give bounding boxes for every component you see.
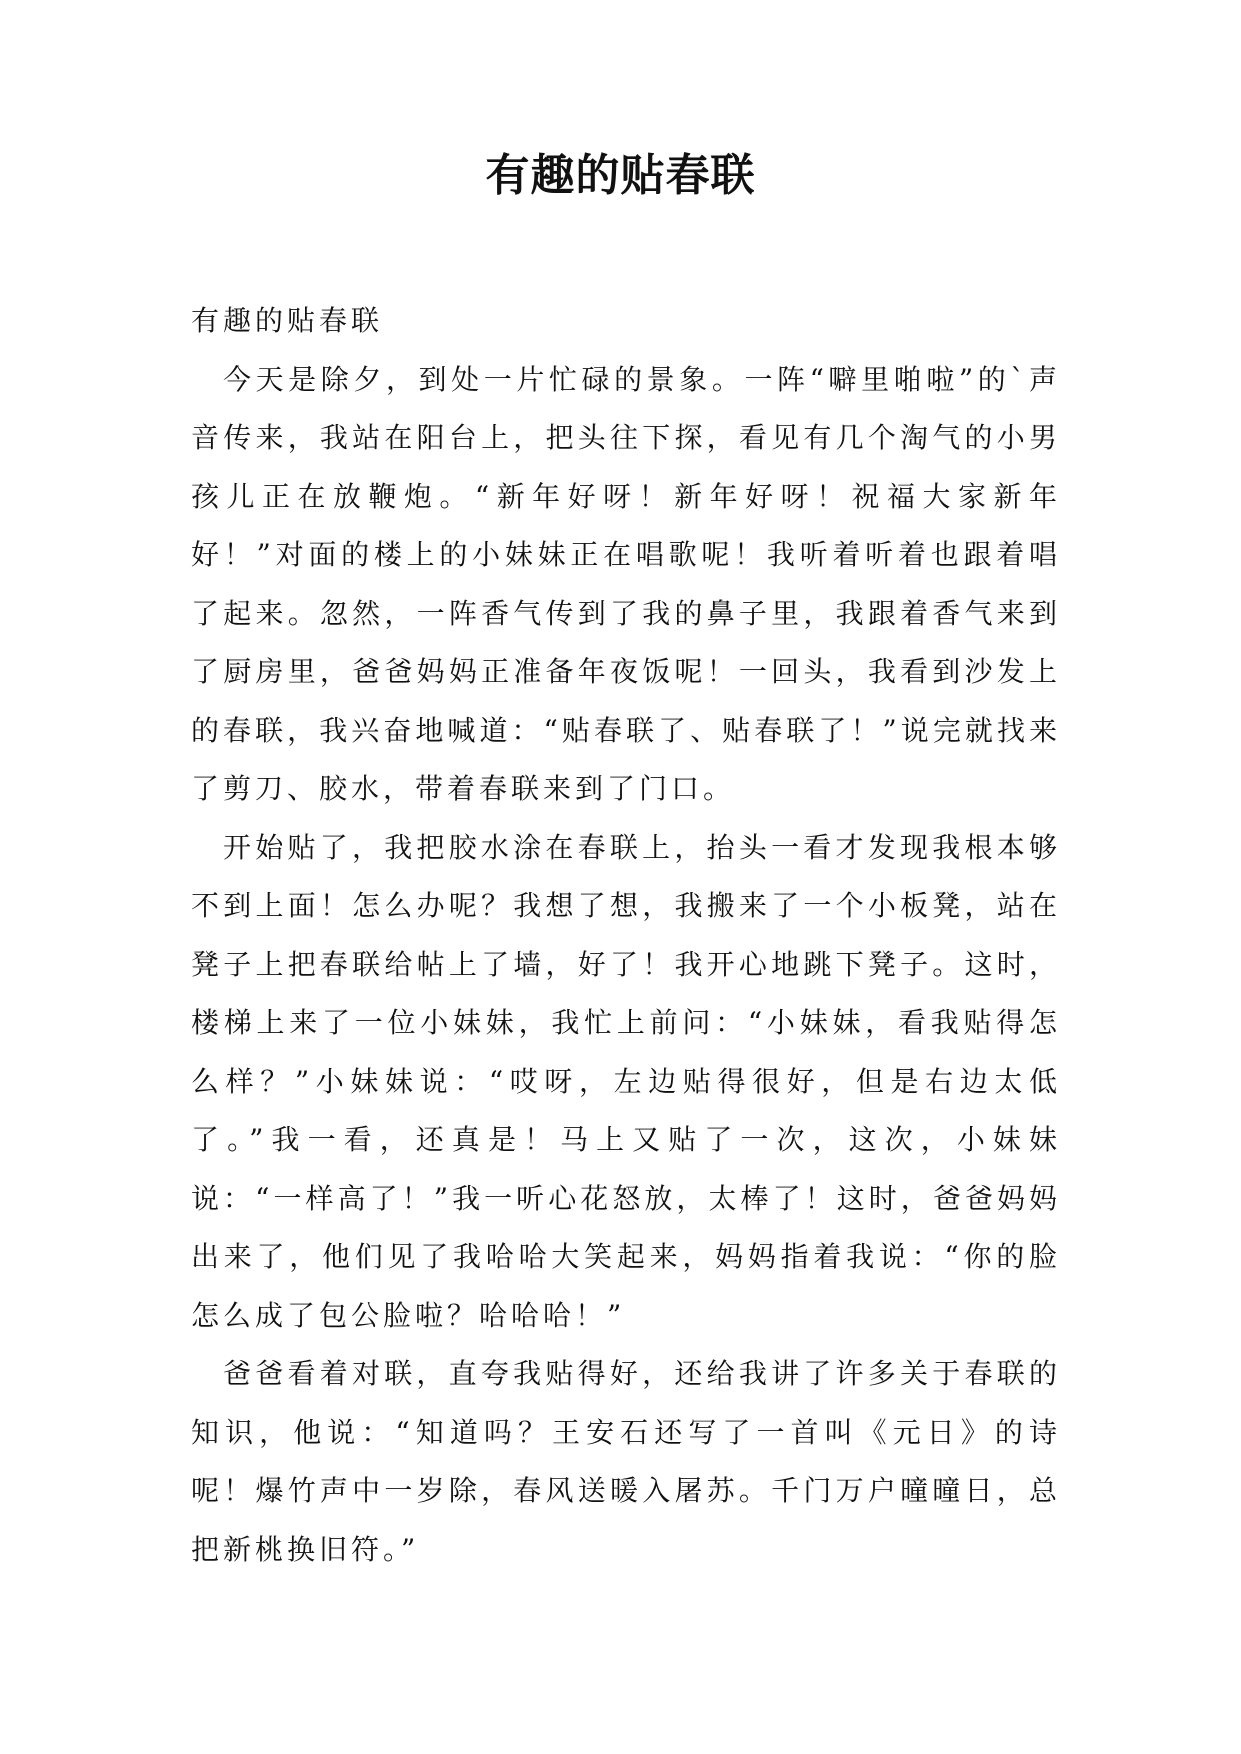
document-title: 有趣的贴春联	[485, 150, 756, 201]
paragraph-1: 今天是除夕，到处一片忙碌的景象。一阵“噼里啪啦”的`声音传来，我站在阳台上，把头往下探，看见有几个淘气的小男孩儿正在放鞭炮。“新年好呀！新年好呀！祝福大家新年好！”对面的楼上的小妹妹正在唱歌呢！我听着听着也跟着唱了起来。忽然，一阵香气传到了我的鼻子里，我跟着香气来到了厨房里，爸爸妈妈正准备年夜饭呢！一回头，我看到沙发上的春联，我兴奋地喊道：“贴春联了、贴春联了！”说完就找来了剪刀、胶水，带着春联来到了门口。	[191, 362, 1061, 805]
paragraph-2: 开始贴了，我把胶水涂在春联上，抬头一看才发现我根本够不到上面！怎么办呢？我想了想，我搬来了一个小板凳，站在凳子上把春联给帖上了墙，好了！我开心地跳下凳子。这时，楼梯上来了一位小妹妹，我忙上前问：“小妹妹，看我贴得怎么样？”小妹妹说：“哎呀，左边贴得很好，但是右边太低了。”我一看，还真是！马上又贴了一次，这次，小妹妹说：“一样高了！”我一听心花怒放，太棒了！这时，爸爸妈妈出来了，他们见了我哈哈大笑起来，妈妈指着我说：“你的脸怎么成了包公脸啦？哈哈哈！”	[191, 830, 1061, 1332]
document-body	[191, 292, 1061, 1579]
paragraph-3: 爸爸看着对联，直夸我贴得好，还给我讲了许多关于春联的知识，他说：“知道吗？王安石还写了一首叫《元日》的诗呢！爆竹声中一岁除，春风送暖入屠苏。千门万户曈曈日，总把新桃换旧符。”	[191, 1357, 1061, 1566]
document-subtitle: 有趣的贴春联	[191, 304, 384, 337]
